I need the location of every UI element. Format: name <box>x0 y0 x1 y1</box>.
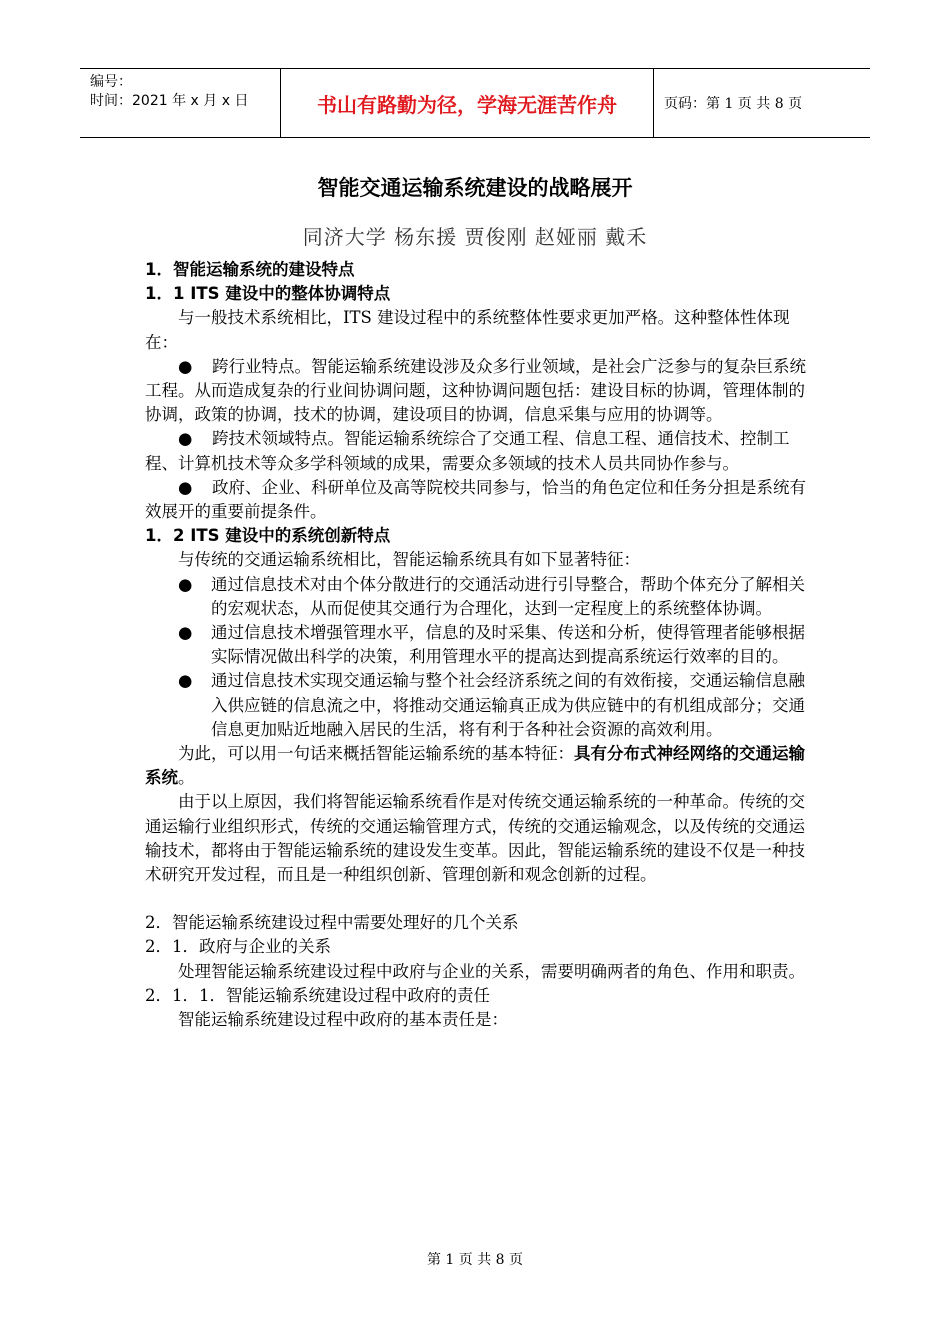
list-item-text: 通过信息技术对由个体分散进行的交通活动进行引导整合，帮助个体充分了解相关的宏观状态，从而促使其交通行为合理化，达到一定程度上的系统整体协调。 <box>211 574 805 618</box>
bullet-icon: ● <box>178 671 193 691</box>
paragraph: 与一般技术系统相比，ITS 建设过程中的系统整体性要求更加严格。这种整体性体现在： <box>145 308 790 352</box>
spacer <box>145 887 810 911</box>
section-heading-1-1: 1．1 ITS 建设中的整体协调特点 <box>145 284 391 304</box>
section-heading-2-1-1: 2．1．1．智能运输系统建设过程中政府的责任 <box>145 985 490 1005</box>
document-title: 智能交通运输系统建设的战略展开 <box>317 176 633 200</box>
bullet-icon: ● <box>178 477 193 497</box>
list-item-text: 通过信息技术实现交通运输与整个社会经济系统之间的有效衔接，交通运输信息融入供应链的信息流之中，将推动交通运输真正成为供应链中的有机组成部分；交通信息更加贴近地融入居民的生活，将有利于各种社会资源的高效利用。 <box>211 671 805 739</box>
list-item-text: 通过信息技术增强管理水平，信息的及时采集、传送和分析，使得管理者能够根据实际情况做出科学的决策，利用管理水平的提高达到提高系统运行效率的目的。 <box>211 623 805 667</box>
header-table <box>80 68 870 138</box>
bullet-text: 跨技术领域特点。智能运输系统综合了交通工程、信息工程、通信技术、控制工程、计算机技术等众多学科领域的成果，需要众多领域的技术人员共同协作参与。 <box>145 429 790 473</box>
document-body <box>145 258 810 1032</box>
bullet-paragraph <box>145 355 810 428</box>
bullet-icon: ● <box>178 623 193 643</box>
bullet-paragraph <box>145 427 810 475</box>
summary-text: 为此，可以用一句话来概括智能运输系统的基本特征： <box>178 744 574 764</box>
feature-list <box>145 573 810 742</box>
document-date-label: 时间：2021 年 x 月 x 日 <box>90 93 249 109</box>
bullet-icon: ● <box>178 574 193 594</box>
page-footer: 第 1 页 共 8 页 <box>426 1252 524 1268</box>
section-heading-1: 1．智能运输系统的建设特点 <box>145 260 355 279</box>
bullet-icon: ● <box>178 356 193 376</box>
header-left-cell <box>80 69 281 137</box>
list-item <box>145 573 810 621</box>
bullet-text: 跨行业特点。智能运输系统建设涉及众多行业领域，是社会广泛参与的复杂巨系统工程。从而造成复杂的行业间协调问题，这种协调问题包括：建设目标的协调，管理体制的协调，政策的协调，技术的协调，建设项目的协调，信息采集与应用的协调等。 <box>145 356 806 425</box>
bullet-icon: ● <box>178 429 193 449</box>
summary-paragraph <box>145 742 810 790</box>
section-heading-2: 2．智能运输系统建设过程中需要处理好的几个关系 <box>145 913 519 933</box>
paragraph: 由于以上原因，我们将智能运输系统看作是对传统交通运输系统的一种革命。传统的交通运输行业组织形式，传统的交通运输管理方式，传统的交通运输观念，以及传统的交通运输技术，都将由于智能运输系统的建设发生变革。因此，智能运输系统的建设不仅是一种技术研究开发过程，而且是一种组织创新、管理创新和观念创新的过程。 <box>145 792 805 885</box>
summary-end: 。 <box>178 768 195 788</box>
bullet-text: 政府、企业、科研单位及高等院校共同参与，恰当的角色定位和任务分担是系统有效展开的重要前提条件。 <box>145 477 806 522</box>
list-item <box>145 669 810 742</box>
section-heading-1-2: 1．2 ITS 建设中的系统创新特点 <box>145 526 391 546</box>
header-page-code: 页码：第 1 页 共 8 页 <box>664 96 803 112</box>
header-motto: 书山有路勤为径，学海无涯苦作舟 <box>281 69 654 137</box>
summary-emphasis: 具有分布式神经网络的交通运输系统 <box>145 744 805 788</box>
section-heading-2-1: 2．1．政府与企业的关系 <box>145 937 331 957</box>
document-number-label: 编号： <box>90 74 132 90</box>
paragraph: 处理智能运输系统建设过程中政府与企业的关系，需要明确两者的角色、作用和职责。 <box>178 961 805 981</box>
list-item <box>145 621 810 669</box>
paragraph: 与传统的交通运输系统相比，智能运输系统具有如下显著特征： <box>178 550 640 570</box>
document-authors: 同济大学 杨东援 贾俊刚 赵娅丽 戴禾 <box>302 225 648 249</box>
paragraph: 智能运输系统建设过程中政府的基本责任是： <box>178 1010 508 1030</box>
bullet-paragraph <box>145 476 810 524</box>
